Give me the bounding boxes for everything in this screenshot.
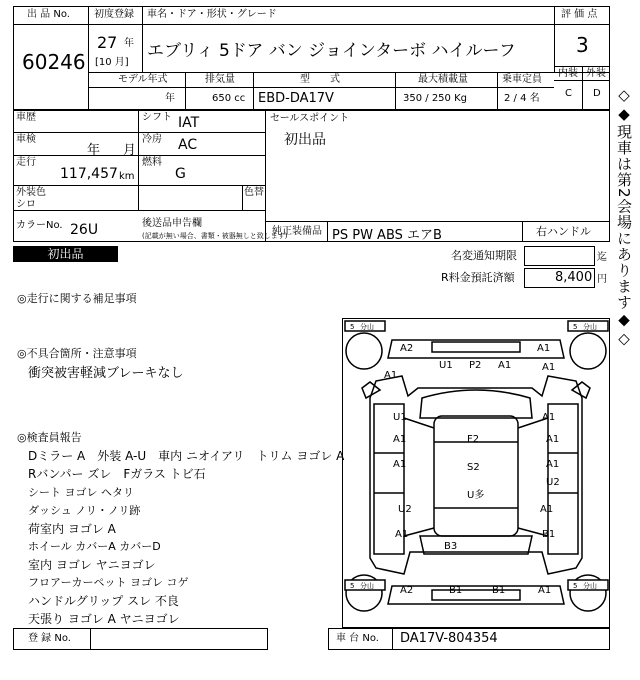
damage-mark: P2	[469, 360, 482, 371]
first-listing-banner: 初出品	[13, 246, 118, 262]
damage-mark: B1	[542, 529, 556, 540]
type-value: EBD-DA17V	[258, 91, 334, 106]
lot-no-label: 出 品 No.	[27, 9, 70, 20]
inspector-line: ダッシュ ノリ・ノリ跡	[28, 504, 141, 517]
deadline-unit: 迄	[597, 252, 607, 263]
damage-mark: A1	[395, 529, 409, 540]
divider	[265, 221, 610, 222]
grade-value: 3	[576, 33, 589, 57]
divider	[253, 72, 254, 110]
damage-mark: U2	[398, 504, 412, 515]
first-reg-year-unit: 年	[124, 38, 134, 49]
displacement-value: 650 cc	[212, 93, 246, 104]
aftermarket-note: (記載が無い場合、書類・被器無しと致します)	[142, 232, 288, 240]
capacity-value: 2 / 4 名	[504, 93, 540, 104]
divider	[265, 110, 266, 242]
divider	[142, 6, 143, 72]
divider	[554, 6, 555, 72]
tire-unit-label: 分山	[583, 323, 597, 331]
car-name: エブリィ 5ドア バン ジョインターボ ハイルーフ	[147, 41, 516, 61]
inspector-line: Rバンパー ズレ Fガラス トビ石	[28, 467, 206, 481]
color-no-value: 26U	[70, 222, 99, 238]
reg-no-label: 登 録 No.	[28, 633, 71, 644]
divider	[13, 155, 265, 156]
damage-mark: S2	[467, 462, 480, 473]
damage-mark: U多	[467, 490, 485, 501]
steering-value: 右ハンドル	[536, 225, 591, 238]
damage-mark: B1	[492, 585, 506, 596]
inspection-month: 月	[123, 143, 137, 158]
divider	[88, 72, 610, 73]
first-reg-year: 27	[97, 33, 118, 52]
color-no-label: カラーNo.	[16, 220, 63, 231]
divider	[13, 132, 265, 133]
fuel-label: 燃料	[142, 157, 162, 168]
chassis-number: DA17V-804354	[400, 631, 498, 646]
divider	[13, 24, 88, 25]
mileage-label: 走行	[16, 157, 36, 168]
exterior-color-label: 外装色	[16, 187, 46, 198]
tire-left-front: 5	[350, 323, 355, 331]
capacity-label: 乗車定員	[502, 74, 542, 85]
damage-mark: A1	[546, 459, 560, 470]
lot-number: 60246	[22, 50, 86, 74]
name-change-deadline-label: 名変通知期限	[451, 249, 517, 262]
damage-mark: A2	[400, 343, 414, 354]
car-name-label: 車名・ドア・形状・グレード	[147, 9, 277, 20]
equipment-value: PS PW ABS エアB	[332, 228, 442, 243]
first-reg-month: [10 月]	[95, 57, 129, 68]
name-change-deadline-box	[524, 246, 595, 266]
venue-notice: ◇◆現車は第2会場にあります◆◇	[615, 86, 633, 349]
divider	[13, 185, 265, 186]
damage-mark: B1	[449, 585, 463, 596]
displacement-label: 排気量	[205, 74, 235, 85]
damage-mark: U1	[393, 412, 407, 423]
tire-unit-label: 分山	[583, 582, 597, 590]
damage-mark: A2	[400, 585, 414, 596]
damage-mark: U2	[546, 477, 560, 488]
recycle-fee-label: R料金預託済額	[441, 271, 515, 284]
inspector-line: ハンドルグリップ スレ 不良	[28, 594, 179, 608]
divider	[327, 221, 328, 242]
damage-mark: A1	[542, 362, 556, 373]
recycle-fee-value: 8,400	[555, 270, 593, 285]
damage-mark: A1	[537, 343, 551, 354]
divider	[522, 221, 523, 242]
max-load-value: 350 / 250 Kg	[403, 93, 467, 104]
divider	[88, 6, 89, 110]
inspector-line: 天張り ヨゴレ A ヤニヨゴレ	[28, 612, 180, 626]
tire-unit-label: 分山	[360, 323, 374, 331]
damage-mark: A1	[393, 459, 407, 470]
sales-point-value: 初出品	[284, 132, 326, 148]
car-diagram	[342, 318, 610, 628]
damage-mark: A1	[393, 434, 407, 445]
color-change-label: 色替	[244, 187, 264, 198]
mileage-unit: km	[119, 171, 135, 182]
type-label: 型 式	[300, 74, 340, 85]
defects-text: 衝突被害軽減ブレーキなし	[28, 366, 184, 381]
exterior-color-value: シロ	[16, 199, 36, 210]
inspector-title: ◎検査員報告	[17, 431, 82, 444]
exterior-grade: D	[593, 88, 601, 99]
chassis-label: 車 台 No.	[336, 633, 379, 644]
exterior-label: 外装	[586, 68, 606, 79]
running-notes-title: ◎走行に関する補足事項	[17, 292, 137, 305]
grade-label: 評 価 点	[561, 9, 598, 20]
damage-mark: A1	[384, 370, 398, 381]
damage-mark: A1	[542, 412, 556, 423]
damage-mark: B3	[444, 541, 458, 552]
interior-grade: C	[565, 88, 572, 99]
divider	[554, 24, 610, 25]
fuel-value: G	[175, 166, 186, 182]
damage-mark: U1	[439, 360, 453, 371]
damage-mark: A1	[540, 504, 554, 515]
tire-unit-label: 分山	[360, 582, 374, 590]
divider	[395, 72, 396, 110]
damage-mark: A1	[546, 434, 560, 445]
divider	[13, 210, 265, 211]
tire-left-rear: 5	[350, 582, 355, 590]
tire-right-rear: 5	[573, 582, 578, 590]
inspector-line: シート ヨゴレ ヘタリ	[28, 486, 134, 499]
recycle-fee-unit: 円	[597, 274, 607, 285]
mileage-value: 117,457	[60, 166, 118, 182]
divider	[90, 628, 91, 650]
divider	[185, 72, 186, 110]
damage-mark: A1	[498, 360, 512, 371]
divider	[88, 87, 554, 88]
divider	[88, 24, 554, 25]
history-label: 車歴	[16, 112, 36, 123]
equipment-label: 純正装備品	[272, 226, 322, 237]
divider	[497, 72, 498, 110]
divider	[582, 66, 583, 110]
model-year-unit: 年	[165, 93, 175, 104]
model-year-label: モデル年式	[118, 74, 168, 85]
divider	[392, 628, 393, 650]
damage-mark: A1	[538, 585, 552, 596]
shift-value: IAT	[178, 115, 200, 131]
defects-title: ◎不具合箇所・注意事項	[17, 347, 137, 360]
inspection-year: 年	[87, 143, 101, 158]
inspector-line: フロアーカーペット ヨゴレ コゲ	[28, 576, 189, 589]
inspector-line: 室内 ヨゴレ ヤニヨゴレ	[28, 558, 156, 572]
interior-label: 内装	[558, 68, 578, 79]
shift-label: シフト	[142, 112, 172, 123]
divider	[242, 185, 243, 210]
inspector-line: 荷室内 ヨゴレ A	[28, 522, 116, 536]
inspector-line: ホイール カバーA カバーD	[28, 540, 161, 553]
divider	[138, 110, 139, 210]
tire-right-front: 5	[573, 323, 578, 331]
damage-mark: F2	[467, 434, 480, 445]
inspection-label: 車検	[16, 134, 36, 145]
aircon-value: AC	[178, 137, 198, 153]
max-load-label: 最大積載量	[418, 74, 468, 85]
aircon-label: 冷房	[142, 134, 162, 145]
sales-point-label: セールスポイント	[270, 113, 350, 124]
inspector-line: Dミラー A 外装 A-U 車内 ニオイアリ トリム ヨゴレ A	[28, 449, 345, 463]
aftermarket-label: 後送品申告欄	[142, 218, 202, 229]
first-reg-label: 初度登録	[94, 9, 134, 20]
